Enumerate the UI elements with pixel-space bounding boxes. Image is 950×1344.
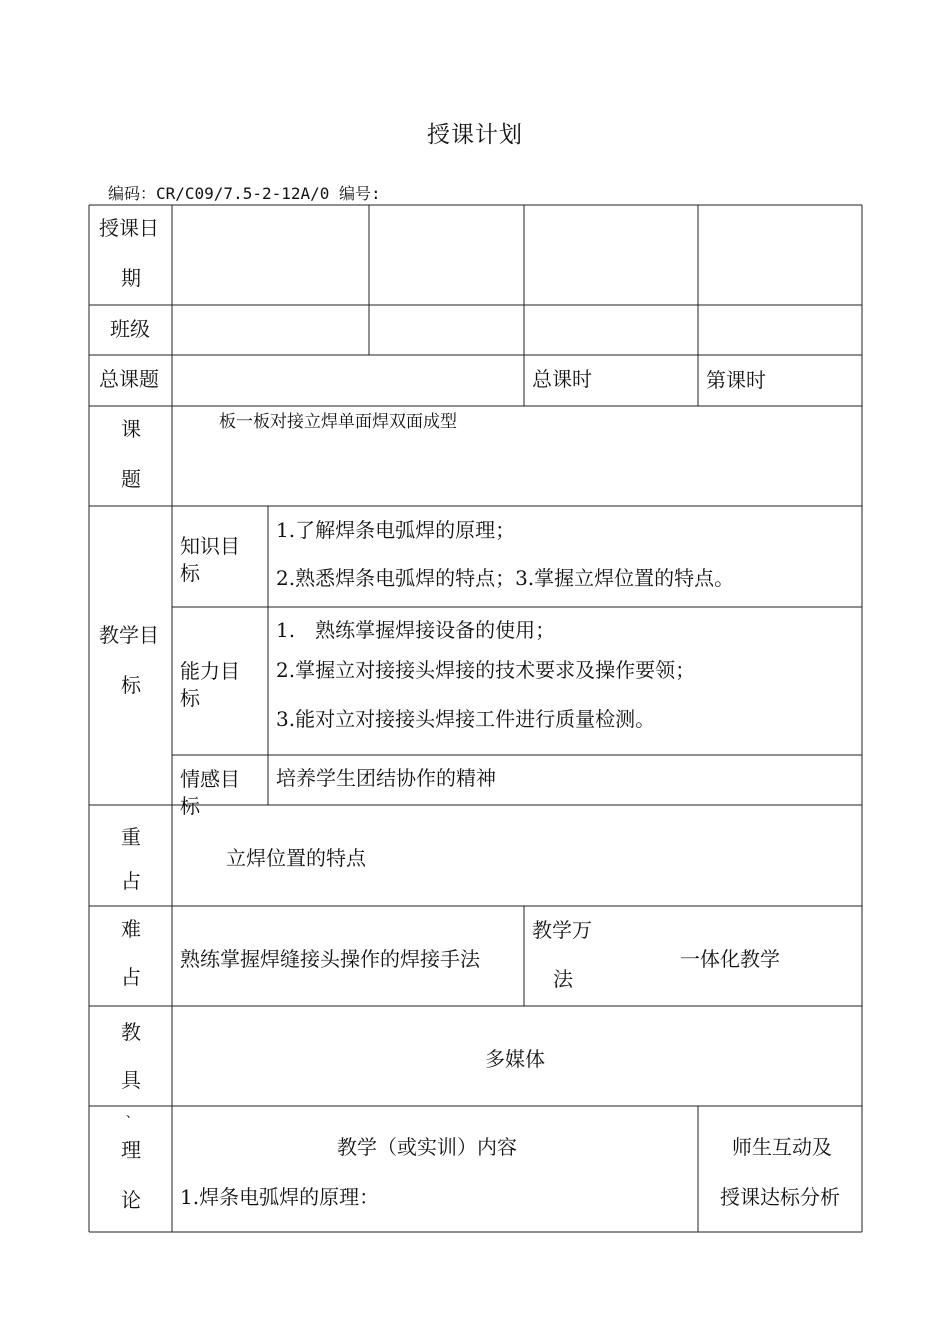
- method-value: 一体化教学: [680, 947, 780, 971]
- emotion-label: [180, 766, 265, 818]
- ability-label-line2: 标: [180, 686, 200, 710]
- class-label: 班级: [110, 317, 150, 341]
- ability-label: [180, 658, 265, 712]
- page-title: 授课计划: [427, 122, 523, 148]
- difficulty-label-line2: 占: [121, 965, 141, 989]
- knowledge-label: [180, 533, 265, 587]
- theory-content-first: 1.焊条电弧焊的原理：: [180, 1185, 380, 1209]
- key-point-label-line1: 重: [121, 825, 141, 849]
- emotion-value: 培养学生团结协作的精神: [276, 766, 496, 790]
- tools-value: 多媒体: [485, 1047, 545, 1071]
- total-hours-label: 总课时: [532, 367, 592, 391]
- knowledge-label-line1: 知识目: [180, 534, 240, 558]
- lesson-number-label: 第课时: [706, 368, 766, 392]
- emotion-label-line2: 标: [180, 794, 200, 818]
- emotion-label-line1: 情感目: [180, 767, 240, 791]
- theory-analysis-line2: 授课达标分析: [720, 1185, 840, 1209]
- theory-content-header: 教学（或实训）内容: [337, 1135, 517, 1159]
- theory-mark: 、: [126, 1106, 139, 1120]
- ability-item-3: 3.能对立对接接头焊接工件进行质量检测。: [276, 707, 656, 731]
- difficulty-label-line1: 难: [121, 917, 141, 941]
- theory-analysis-line1: 师生互动及: [732, 1135, 832, 1159]
- goals-label-line2: 标: [121, 673, 141, 697]
- document-code: 编码：CR/C09/7.5-2-12A/0 编号:: [108, 184, 381, 203]
- course-label: 总课题: [99, 367, 159, 391]
- theory-label-line2: 论: [121, 1188, 141, 1212]
- date-label-line1: 授课日: [99, 216, 159, 240]
- theory-label-line1: 理: [121, 1138, 141, 1162]
- key-point-value: 立焊位置的特点: [226, 846, 366, 870]
- ability-item-1: 1. 熟练掌握焊接设备的使用；: [276, 618, 556, 642]
- topic-value: 板一板对接立焊单面焊双面成型: [219, 412, 457, 432]
- knowledge-item-2: 2.熟悉焊条电弧焊的特点；3.掌握立焊位置的特点。: [276, 566, 735, 590]
- method-label-line1: 教学万: [532, 918, 592, 942]
- knowledge-item-1: 1.了解焊条电弧焊的原理；: [276, 518, 516, 542]
- topic-label-line2: 题: [121, 467, 141, 491]
- knowledge-label-line2: 标: [180, 561, 200, 585]
- tools-label-line1: 教: [121, 1020, 141, 1044]
- key-point-label-line2: 占: [121, 869, 141, 893]
- ability-label-line1: 能力目: [180, 659, 240, 683]
- tools-label-line2: 具: [121, 1068, 141, 1092]
- difficulty-value: 熟练掌握焊缝接头操作的焊接手法: [180, 947, 480, 971]
- topic-label-line1: 课: [121, 417, 141, 441]
- date-label-line2: 期: [121, 266, 141, 290]
- goals-label-line1: 教学目: [99, 623, 159, 647]
- method-label-line2: 法: [553, 967, 573, 991]
- ability-item-2: 2.掌握立对接接头焊接的技术要求及操作要领；: [276, 658, 696, 682]
